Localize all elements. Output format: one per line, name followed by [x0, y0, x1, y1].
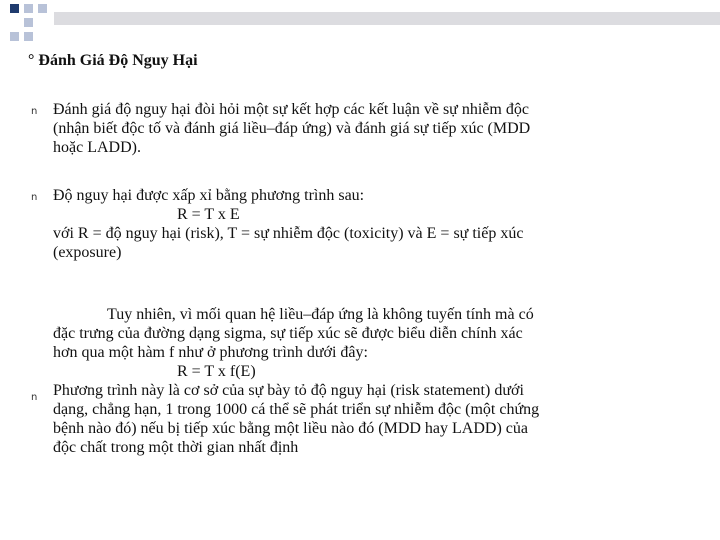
slide-title [28, 52, 198, 70]
deco-square-5 [10, 32, 19, 41]
bullet-3-line-8: độc chất trong một thời gian nhất định [53, 439, 299, 456]
bullet-2-line-1: Độ nguy hại được xấp xỉ bằng phương trình sau: [53, 187, 365, 204]
bullet-1-line-1: Đánh giá độ nguy hại đòi hỏi một sự kết hợp các kết luận về sự nhiễm độc [53, 101, 529, 118]
deco-square-1 [10, 4, 19, 13]
bullet-3-line-6: dạng, chẳng hạn, 1 trong 1000 cá thể sẽ phát triển sự nhiễm độc (một chứng [53, 401, 540, 418]
equation-r-t-e: R = T x E [177, 206, 240, 223]
bullet-3-line-3: hơn qua một hàm f như ở phương trình dưới đây: [53, 344, 368, 361]
deco-square-4 [24, 18, 33, 27]
bullet-2-line-3: với R = độ nguy hại (risk), T = sự nhiễm độc (toxicity) và E = sự tiếp xúc [53, 225, 524, 242]
header-decoration [0, 0, 720, 48]
deco-square-3 [38, 4, 47, 13]
bullet-1-line-2: (nhận biết độc tố và đánh giá liều–đáp ứng) và đánh giá sự tiếp xúc (MDD [53, 120, 531, 137]
header-bar [54, 12, 720, 25]
bullet-1-line-3: hoặc LADD). [53, 139, 141, 156]
bullet-1 [53, 100, 693, 157]
deco-square-6 [24, 32, 33, 41]
bullet-marker-1: n [31, 106, 38, 117]
bullet-marker-2: n [31, 192, 38, 203]
bullet-3 [53, 305, 693, 457]
bullet-3-line-5: Phương trình này là cơ sở của sự bày tỏ độ nguy hại (risk statement) dưới [53, 382, 524, 399]
deco-square-2 [24, 4, 33, 13]
bullet-marker-3: n [31, 392, 38, 403]
title-text: Đánh Giá Độ Nguy Hại [38, 52, 198, 69]
bullet-3-line-1: Tuy nhiên, vì mối quan hệ liều–đáp ứng là không tuyến tính mà có [107, 306, 534, 323]
bullet-2 [53, 186, 693, 262]
bullet-3-line-7: bệnh nào đó) nếu bị tiếp xúc bằng một liều nào đó (MDD hay LADD) của [53, 420, 528, 437]
equation-r-t-fe: R = T x f(E) [177, 363, 256, 380]
bullet-2-line-4: (exposure) [53, 244, 122, 261]
title-marker: ° [28, 52, 35, 69]
bullet-3-line-2: đặc trưng của đường dạng sigma, sự tiếp xúc sẽ được biểu diễn chính xác [53, 325, 523, 342]
